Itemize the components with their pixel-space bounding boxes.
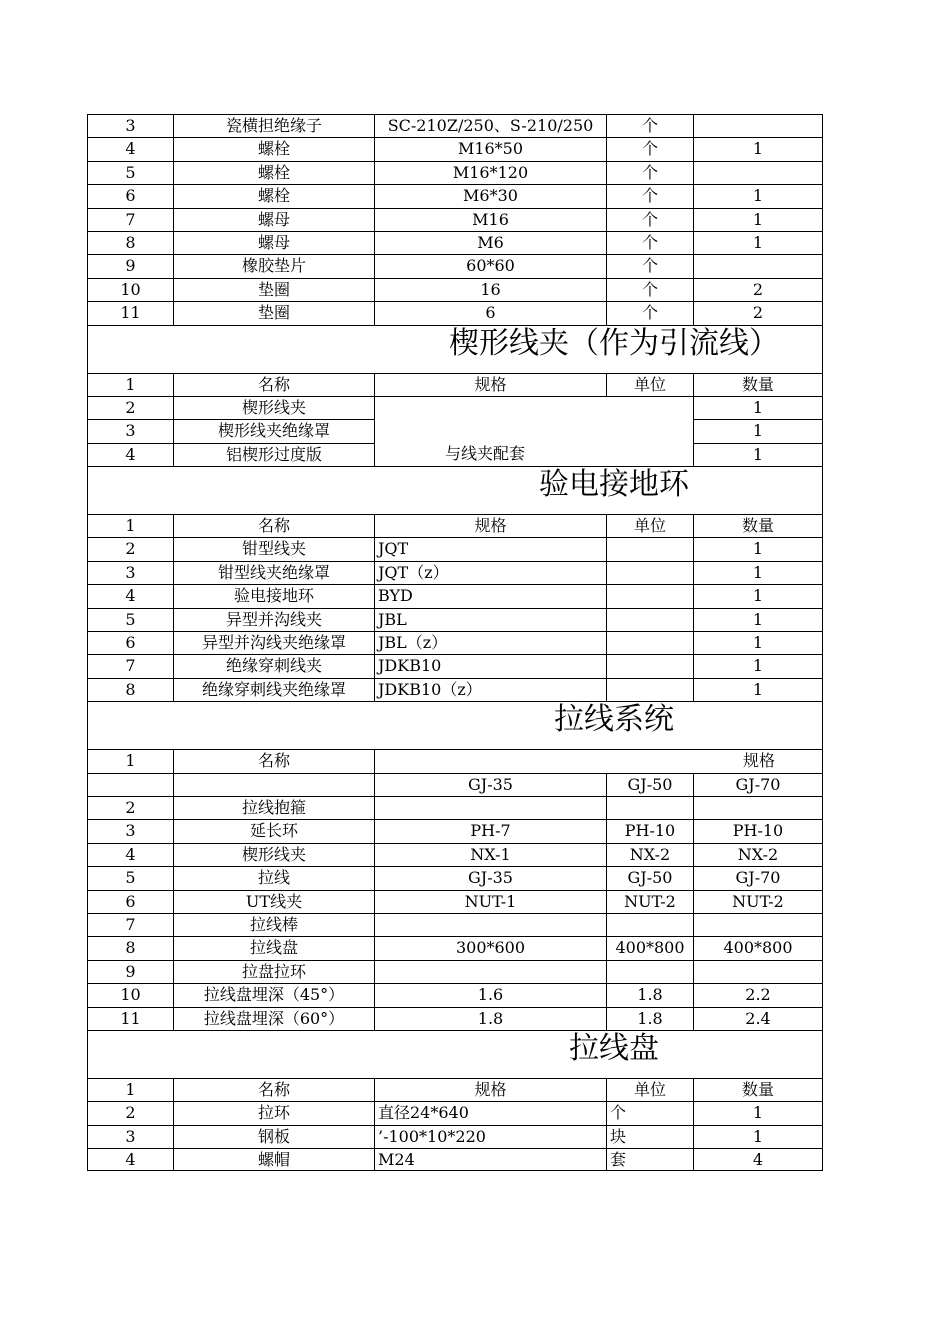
- table-row: [87, 254, 823, 277]
- cell-no[interactable]: 7: [87, 913, 173, 936]
- cell-gj70[interactable]: 2.4: [693, 1007, 823, 1030]
- cell-name[interactable]: 拉线盘: [173, 936, 374, 959]
- cell-spec[interactable]: 60*60: [374, 254, 606, 277]
- cell-no[interactable]: 11: [87, 301, 173, 324]
- header-unit[interactable]: 单位: [606, 373, 693, 396]
- cell-gj50[interactable]: 1.8: [606, 1007, 693, 1030]
- cell-qty[interactable]: 1: [693, 608, 823, 631]
- cell-no[interactable]: 10: [87, 983, 173, 1006]
- cell-no[interactable]: 3: [87, 819, 173, 842]
- cell-qty[interactable]: 1: [693, 678, 823, 701]
- cell-gj70[interactable]: [693, 913, 823, 936]
- table-row: [87, 1078, 823, 1101]
- cell-name[interactable]: 异型并沟线夹: [173, 608, 374, 631]
- cell-gj70[interactable]: [693, 960, 823, 983]
- cell-no[interactable]: 10: [87, 278, 173, 301]
- table-row: [87, 819, 823, 842]
- cell-qty[interactable]: 1: [693, 137, 823, 160]
- header-spec[interactable]: 规格: [374, 373, 606, 396]
- cell-unit[interactable]: 个: [606, 137, 693, 160]
- table-row: [87, 936, 823, 959]
- table-row: [87, 114, 823, 137]
- table-row: [87, 184, 823, 207]
- cell-spec[interactable]: M16: [374, 208, 606, 231]
- cell-name[interactable]: 拉线棒: [173, 913, 374, 936]
- table-row: [87, 843, 823, 866]
- section-title-row: [87, 466, 823, 514]
- cell-qty[interactable]: 2: [693, 278, 823, 301]
- cell-gj35[interactable]: GJ-35: [374, 866, 606, 889]
- cell-spec[interactable]: 6: [374, 301, 606, 324]
- cell-no[interactable]: 4: [87, 843, 173, 866]
- table-row: [87, 537, 823, 560]
- table-row: [87, 960, 823, 983]
- cell-no[interactable]: 4: [87, 584, 173, 607]
- table-row: [87, 796, 823, 819]
- table-row: [87, 608, 823, 631]
- cell-name[interactable]: 验电接地环: [173, 584, 374, 607]
- cell-no[interactable]: 4: [87, 1148, 173, 1171]
- table-row: [87, 890, 823, 913]
- cell-spec[interactable]: M6*30: [374, 184, 606, 207]
- cell-gj50[interactable]: [606, 796, 693, 819]
- table-row: [87, 443, 823, 466]
- cell-no[interactable]: 3: [87, 1125, 173, 1148]
- table-row: [87, 161, 823, 184]
- section-title: 验电接地环: [539, 467, 689, 503]
- cell-unit[interactable]: [606, 537, 693, 560]
- table-row: [87, 749, 823, 772]
- cell-no[interactable]: 7: [87, 208, 173, 231]
- cell-spec[interactable]: JQT: [374, 537, 606, 560]
- cell-gj70[interactable]: NUT-2: [693, 890, 823, 913]
- table-row: [87, 1101, 823, 1124]
- cell-unit[interactable]: 套: [606, 1148, 693, 1171]
- cell-no[interactable]: 2: [87, 396, 173, 419]
- cell-no[interactable]: 5: [87, 161, 173, 184]
- cell-qty[interactable]: 1: [693, 443, 823, 466]
- cell-unit[interactable]: 块: [606, 1125, 693, 1148]
- table-row: [87, 561, 823, 584]
- cell-spec[interactable]: M16*120: [374, 161, 606, 184]
- cell-gj50[interactable]: PH-10: [606, 819, 693, 842]
- cell-spec[interactable]: [374, 396, 693, 419]
- cell-spec[interactable]: JQT（z）: [374, 561, 606, 584]
- cell-no[interactable]: 6: [87, 184, 173, 207]
- header-unit[interactable]: 单位: [606, 1078, 693, 1101]
- cell-gj50[interactable]: GJ-50: [606, 866, 693, 889]
- cell-gj35[interactable]: 300*600: [374, 936, 606, 959]
- cell-gj35[interactable]: [374, 913, 606, 936]
- cell-name[interactable]: 螺帽: [173, 1148, 374, 1171]
- table-row: [87, 1007, 823, 1030]
- section-title-row: [87, 701, 823, 749]
- cell-name[interactable]: 拉盘拉环: [173, 960, 374, 983]
- table-row: [87, 301, 823, 324]
- cell-gj70[interactable]: PH-10: [693, 819, 823, 842]
- cell-spec[interactable]: [374, 419, 693, 442]
- cell-spec[interactable]: 直径24*640: [374, 1101, 606, 1124]
- cell-gj70[interactable]: 400*800: [693, 936, 823, 959]
- spreadsheet: [87, 114, 823, 1171]
- cell-spec[interactable]: JDKB10（z）: [374, 678, 606, 701]
- section-title-row: [87, 1030, 823, 1078]
- table-row: [87, 1148, 823, 1171]
- cell-spec[interactable]: JBL: [374, 608, 606, 631]
- section-title-row: [87, 325, 823, 373]
- cell-name[interactable]: 楔形线夹: [173, 843, 374, 866]
- cell-unit[interactable]: 个: [606, 161, 693, 184]
- cell-name[interactable]: 橡胶垫片: [173, 254, 374, 277]
- header-no[interactable]: 1: [87, 1078, 173, 1101]
- cell-name[interactable]: 拉线盘埋深（45°）: [173, 983, 374, 1006]
- table-row: [87, 773, 823, 796]
- cell-name[interactable]: 拉线抱箍: [173, 796, 374, 819]
- table-row: [87, 419, 823, 442]
- cell-name[interactable]: 钢板: [173, 1125, 374, 1148]
- cell-qty[interactable]: 4: [693, 1148, 823, 1171]
- section-title: 楔形线夹（作为引流线）: [449, 325, 779, 361]
- cell-no[interactable]: 2: [87, 1101, 173, 1124]
- cell-no[interactable]: 6: [87, 890, 173, 913]
- cell-no[interactable]: 9: [87, 960, 173, 983]
- header-name[interactable]: 名称: [173, 749, 374, 772]
- cell-no[interactable]: 8: [87, 678, 173, 701]
- cell-unit[interactable]: 个: [606, 208, 693, 231]
- table-row: [87, 584, 823, 607]
- cell-qty[interactable]: [693, 114, 823, 137]
- cell-name[interactable]: 绝缘穿刺线夹: [173, 654, 374, 677]
- table-row: [87, 654, 823, 677]
- cell-name[interactable]: 楔形线夹: [173, 396, 374, 419]
- subheader-gj35[interactable]: GJ-35: [374, 773, 606, 796]
- cell-qty[interactable]: 1: [693, 537, 823, 560]
- cell-unit[interactable]: 个: [606, 231, 693, 254]
- cell-gj35[interactable]: PH-7: [374, 819, 606, 842]
- cell-no[interactable]: 9: [87, 254, 173, 277]
- cell-unit[interactable]: [606, 631, 693, 654]
- cell-gj50[interactable]: NX-2: [606, 843, 693, 866]
- cell-no[interactable]: 4: [87, 137, 173, 160]
- cell-name[interactable]: 垫圈: [173, 301, 374, 324]
- cell-name[interactable]: 螺母: [173, 231, 374, 254]
- cell-spec[interactable]: JDKB10: [374, 654, 606, 677]
- cell-qty[interactable]: [693, 161, 823, 184]
- cell-name[interactable]: 钳型线夹: [173, 537, 374, 560]
- header-no[interactable]: 1: [87, 514, 173, 537]
- cell-qty[interactable]: 2: [693, 301, 823, 324]
- cell-unit[interactable]: [606, 608, 693, 631]
- cell-name[interactable]: 楔形线夹绝缘罩: [173, 419, 374, 442]
- cell-unit[interactable]: [606, 584, 693, 607]
- cell-spec[interactable]: M6: [374, 231, 606, 254]
- cell-qty[interactable]: 1: [693, 1125, 823, 1148]
- cell-name[interactable]: 异型并沟线夹绝缘罩: [173, 631, 374, 654]
- header-unit[interactable]: 单位: [606, 514, 693, 537]
- cell-name[interactable]: 垫圈: [173, 278, 374, 301]
- header-spec[interactable]: 规格: [374, 514, 606, 537]
- table-row: [87, 631, 823, 654]
- header-name[interactable]: 名称: [173, 1078, 374, 1101]
- cell-unit[interactable]: 个: [606, 301, 693, 324]
- cell-gj50[interactable]: 400*800: [606, 936, 693, 959]
- cell-unit[interactable]: [606, 654, 693, 677]
- cell-name[interactable]: 钳型线夹绝缘罩: [173, 561, 374, 584]
- table-row: [87, 678, 823, 701]
- cell-gj50[interactable]: NUT-2: [606, 890, 693, 913]
- cell-gj35[interactable]: NUT-1: [374, 890, 606, 913]
- cell-qty[interactable]: [693, 254, 823, 277]
- cell-qty[interactable]: 1: [693, 419, 823, 442]
- cell-gj35[interactable]: 1.6: [374, 983, 606, 1006]
- cell-spec[interactable]: 16: [374, 278, 606, 301]
- cell-spec[interactable]: M16*50: [374, 137, 606, 160]
- cell-no[interactable]: 3: [87, 561, 173, 584]
- cell-name[interactable]: 铝楔形过度版: [173, 443, 374, 466]
- cell-name[interactable]: 螺母: [173, 208, 374, 231]
- cell-name[interactable]: 拉环: [173, 1101, 374, 1124]
- cell-no[interactable]: 2: [87, 796, 173, 819]
- table-row: [87, 866, 823, 889]
- cell-name[interactable]: 绝缘穿刺线夹绝缘罩: [173, 678, 374, 701]
- header-qty[interactable]: 数量: [693, 514, 823, 537]
- cell-no[interactable]: 3: [87, 419, 173, 442]
- cell-spec[interactable]: ’-100*10*220: [374, 1125, 606, 1148]
- cell-name[interactable]: 螺栓: [173, 137, 374, 160]
- cell-spec[interactable]: BYD: [374, 584, 606, 607]
- cell-no[interactable]: 8: [87, 231, 173, 254]
- header-qty[interactable]: 数量: [693, 1078, 823, 1101]
- table-row: [87, 231, 823, 254]
- cell-unit[interactable]: 个: [606, 278, 693, 301]
- cell-no[interactable]: 2: [87, 537, 173, 560]
- cell-spec[interactable]: SC-210Z/250、S-210/250: [374, 114, 606, 137]
- cell-spec[interactable]: JBL（z）: [374, 631, 606, 654]
- cell-qty[interactable]: 1: [693, 631, 823, 654]
- cell-qty[interactable]: 1: [693, 561, 823, 584]
- cell-unit[interactable]: [606, 561, 693, 584]
- cell-qty[interactable]: 1: [693, 184, 823, 207]
- section-title: 拉线系统: [554, 702, 674, 738]
- cell-unit[interactable]: [606, 678, 693, 701]
- table-row: [87, 373, 823, 396]
- header-name[interactable]: 名称: [173, 373, 374, 396]
- cell-name[interactable]: 拉线盘埋深（60°）: [173, 1007, 374, 1030]
- header-no[interactable]: 1: [87, 749, 173, 772]
- cell-gj70[interactable]: GJ-70: [693, 866, 823, 889]
- cell-unit[interactable]: 个: [606, 254, 693, 277]
- cell-name[interactable]: 螺栓: [173, 161, 374, 184]
- section-title: 拉线盘: [569, 1030, 659, 1066]
- cell-gj35[interactable]: 1.8: [374, 1007, 606, 1030]
- cell-unit[interactable]: 个: [606, 114, 693, 137]
- cell-gj50[interactable]: 1.8: [606, 983, 693, 1006]
- cell-qty[interactable]: 1: [693, 208, 823, 231]
- cell-no[interactable]: 6: [87, 631, 173, 654]
- header-name[interactable]: 名称: [173, 514, 374, 537]
- cell-no[interactable]: 8: [87, 936, 173, 959]
- cell-name[interactable]: UT线夹: [173, 890, 374, 913]
- cell-name[interactable]: 拉线: [173, 866, 374, 889]
- cell-no[interactable]: 7: [87, 654, 173, 677]
- cell-gj70[interactable]: NX-2: [693, 843, 823, 866]
- table-row: [87, 514, 823, 537]
- table-row: [87, 208, 823, 231]
- header-no[interactable]: 1: [87, 373, 173, 396]
- cell-no[interactable]: 4: [87, 443, 173, 466]
- cell-qty[interactable]: 1: [693, 584, 823, 607]
- cell-gj70[interactable]: 2.2: [693, 983, 823, 1006]
- header-spec[interactable]: 规格: [374, 749, 823, 772]
- table-row: [87, 396, 823, 419]
- cell-no[interactable]: 3: [87, 114, 173, 137]
- table-row: [87, 278, 823, 301]
- cell-no[interactable]: 5: [87, 866, 173, 889]
- cell-spec[interactable]: M24: [374, 1148, 606, 1171]
- cell-qty[interactable]: 1: [693, 231, 823, 254]
- cell-no[interactable]: 5: [87, 608, 173, 631]
- cell-gj70[interactable]: [693, 796, 823, 819]
- cell-name[interactable]: 瓷横担绝缘子: [173, 114, 374, 137]
- header-spec[interactable]: 规格: [374, 1078, 606, 1101]
- cell-qty[interactable]: 1: [693, 396, 823, 419]
- cell-gj35[interactable]: NX-1: [374, 843, 606, 866]
- cell-name[interactable]: 螺栓: [173, 184, 374, 207]
- table-row: [87, 983, 823, 1006]
- cell-gj35[interactable]: [374, 796, 606, 819]
- cell-gj50[interactable]: [606, 913, 693, 936]
- cell-gj50[interactable]: [606, 960, 693, 983]
- cell-empty[interactable]: [173, 773, 374, 796]
- cell-gj35[interactable]: [374, 960, 606, 983]
- subheader-gj50[interactable]: GJ-50: [606, 773, 693, 796]
- table-row: [87, 1125, 823, 1148]
- table-row: [87, 137, 823, 160]
- cell-spec[interactable]: 与线夹配套: [374, 443, 693, 466]
- cell-qty[interactable]: 1: [693, 1101, 823, 1124]
- header-qty[interactable]: 数量: [693, 373, 823, 396]
- cell-name[interactable]: 延长环: [173, 819, 374, 842]
- cell-unit[interactable]: 个: [606, 184, 693, 207]
- table-row: [87, 913, 823, 936]
- cell-qty[interactable]: 1: [693, 654, 823, 677]
- cell-empty[interactable]: [87, 773, 173, 796]
- cell-no[interactable]: 11: [87, 1007, 173, 1030]
- subheader-gj70[interactable]: GJ-70: [693, 773, 823, 796]
- cell-unit[interactable]: 个: [606, 1101, 693, 1124]
